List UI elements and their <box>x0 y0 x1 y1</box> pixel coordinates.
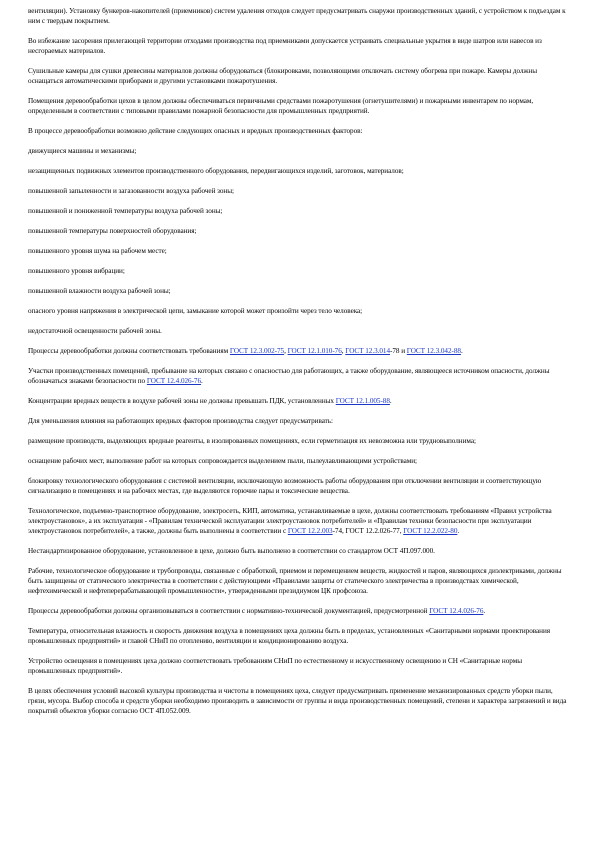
paragraph <box>28 366 567 386</box>
paragraph-text: повышенной запыленности и загазованности воздуха рабочей зоны; <box>28 187 234 195</box>
paragraph <box>28 686 567 716</box>
paragraph-text: Сушильные камеры для сушки древесины материалов должны оборудоваться (блокировками, позволяющими отключать систему обогрева при пожаре. Камеры должны оснащаться автоматическими приборами и другими установками пожаротушения. <box>28 67 538 85</box>
paragraph <box>28 476 567 496</box>
paragraph-text: повышенной температуры поверхностей оборудования; <box>28 227 197 235</box>
paragraph-text: незащищенных подвижных элементов производственного оборудования, передвигающихся изделий, заготовок, материалов; <box>28 167 404 175</box>
standard-link[interactable]: ГОСТ 12.4.026-76 <box>146 377 202 385</box>
paragraph-text: В целях обеспечения условий высокой культуры производства и чистоты в помещениях цеха, следует предусматривать применение механизированных средств уборки пыли, грязи, мусора. Выбор способа и средств уборки необходимо производить в зависимости от группы и вида производственных помещений, степени и характера загрязнений и вида покрытий объектов уборки согласно ОСТ 4П.052.009. <box>28 687 567 715</box>
paragraph-text: Помещения деревообработки цехов в целом должны обеспечиваться первичными средствами пожаротушения (огнетушителями) и пожарными инвентарем по нормам, определенным в соответствии с типовыми правилами пожарной безопасности для промышленных предприятий. <box>28 97 534 115</box>
paragraph-text: . <box>389 397 392 405</box>
paragraph <box>28 186 567 196</box>
paragraph-text: Процессы деревообработки должны соответствовать требованиям <box>28 347 230 355</box>
paragraph-text: повышенного уровня шума на рабочем месте; <box>28 247 167 255</box>
paragraph-text: Нестандартизированное оборудование, установленное в цехе, должно быть выполнено в соответствии со стандартом ОСТ 4П.097.000. <box>28 547 435 555</box>
paragraph-text: недостаточной освещенности рабочей зоны. <box>28 327 162 335</box>
paragraph-text: , <box>341 347 346 355</box>
paragraph <box>28 656 567 676</box>
paragraph-text: Рабочие, технологическое оборудование и трубопроводы, связанные с обработкой, приемом и перемещением веществ, жидкостей и паров, являющихся диэлектриками, должны быть защищены от статического электричества в соответствии с действующими «Правилами защиты от статического электричества в производствах химической, нефтехимической и нефтеперерабатывающей промышленности», утвержденными президиумом ЦК профсоюза. <box>28 567 562 595</box>
paragraph <box>28 146 567 156</box>
paragraph-text: В процессе деревообработки возможно действие следующих опасных и вредных производственных факторов: <box>28 127 363 135</box>
paragraph <box>28 396 567 406</box>
standard-link[interactable]: ГОСТ 12.1.005-88 <box>335 397 390 405</box>
paragraph-text: Процессы деревообработки должны организовываться в соответствии с нормативно-технической документацией, предусмотренной <box>28 607 430 615</box>
paragraph <box>28 6 567 26</box>
paragraph <box>28 286 567 296</box>
paragraph-text: размещение производств, выделяющих вредные реагенты, в изолированных помещениях, если герметизация их невозможна или трудновыполнима; <box>28 437 476 445</box>
paragraph <box>28 246 567 256</box>
standard-link[interactable]: ГОСТ 12.2.003 <box>287 527 333 535</box>
paragraph-text: блокировку технологического оборудования с системой вентиляции, исключающую возможность работы оборудования при отключении вентиляции и соответствующую сигнализацию в помещениях и на рабочих местах, где выделяются горючие пары и токсические вещества. <box>28 477 542 495</box>
paragraph-text: . <box>457 527 460 535</box>
paragraph-text: . <box>201 377 203 385</box>
paragraph-text: . <box>460 347 463 355</box>
paragraph-text: опасного уровня напряжения в электрической цепи, замыкание которой может произойти через тело человека; <box>28 307 363 315</box>
paragraph-text: повышенной и пониженной температуры воздуха рабочей зоны; <box>28 207 223 215</box>
paragraph-text: . <box>483 607 486 615</box>
paragraph-text: повышенной влажности воздуха рабочей зоны; <box>28 287 171 295</box>
standard-link[interactable]: ГОСТ 12.4.026-76 <box>429 607 484 615</box>
paragraph-text: движущиеся машины и механизмы; <box>28 147 137 155</box>
paragraph-text: вентиляции). Установку бункеров-накопителей (приемников) систем удаления отходов следует предусматривать снаружи производственных зданий, с устройством к подъездам к ним с твердым покрытием. <box>28 7 566 25</box>
paragraph <box>28 566 567 596</box>
paragraph <box>28 126 567 136</box>
standard-link[interactable]: ГОСТ 12.3.002-75 <box>229 347 285 355</box>
standard-link[interactable]: ГОСТ 12.2.022-80 <box>403 527 458 535</box>
paragraph <box>28 36 567 56</box>
paragraph-text: Для уменьшения влияния на работающих вредных факторов производства следует предусматривать: <box>28 417 333 425</box>
paragraph <box>28 626 567 646</box>
paragraph-text: Во избежание засорения прилегающей территории отходами производства под приемниками допускается устраивать специальные укрытия в виде шатров или навесов из несгораемых материалов. <box>28 37 542 55</box>
document-body <box>28 6 567 716</box>
paragraph <box>28 416 567 426</box>
paragraph-text: Температура, относительная влажность и скорость движения воздуха в помещениях цеха должны быть в пределах, установленных «Санитарными нормами проектирования промышленных предприятий» и главой СНиП по отоплению, вентиляции и кондиционированию воздуха. <box>28 627 551 645</box>
paragraph <box>28 506 567 536</box>
standard-link[interactable]: ГОСТ 12.1.010-76 <box>287 347 342 355</box>
paragraph <box>28 606 567 616</box>
paragraph <box>28 266 567 276</box>
paragraph <box>28 546 567 556</box>
paragraph <box>28 206 567 216</box>
paragraph <box>28 166 567 176</box>
paragraph <box>28 226 567 236</box>
paragraph-text: -74, ГОСТ 12.2.026-77, <box>332 527 404 535</box>
paragraph <box>28 326 567 336</box>
paragraph <box>28 436 567 446</box>
paragraph-text: повышенного уровня вибрации; <box>28 267 125 275</box>
paragraph <box>28 346 567 356</box>
paragraph-text: -78 и <box>390 347 407 355</box>
paragraph <box>28 66 567 86</box>
standard-link[interactable]: ГОСТ 12.3.014 <box>345 347 391 355</box>
standard-link[interactable]: ГОСТ 12.3.042-88 <box>406 347 461 355</box>
paragraph-text: оснащение рабочих мест, выполнение работ на которых сопровождается выделением пыли, пылеулавливающими устройствами; <box>28 457 417 465</box>
paragraph <box>28 456 567 466</box>
paragraph-text: Концентрации вредных веществ в воздухе рабочей зоны не должны превышать ПДК, установленных <box>28 397 336 405</box>
paragraph-text: Устройство освещения в помещениях цеха должно соответствовать требованиям СНиП по естественному и искусственному освещению и СН «Санитарные нормы промышленных предприятий». <box>28 657 522 675</box>
paragraph <box>28 96 567 116</box>
paragraph-text: Участки производственных помещений, пребывание на которых связано с опасностью для работающих, а также оборудование, являющееся источником опасности, должны обозначаться знаками безопасности по <box>28 367 550 385</box>
paragraph-text: , <box>284 347 288 355</box>
paragraph <box>28 306 567 316</box>
paragraph-text: Технологическое, подъемно-транспортное оборудование, электросеть, КИП, автоматика, устанавливаемые в цехе, должны соответствовать требованиям «Правил устройства электроустановок», а их эксплуатация - «Правилам технической эксплуатации электроустановок потребителей» и «Правилам техники безопасности при эксплуатации электроустановок потребителей», а также, должны быть выполнены в соответствии с <box>28 507 552 535</box>
